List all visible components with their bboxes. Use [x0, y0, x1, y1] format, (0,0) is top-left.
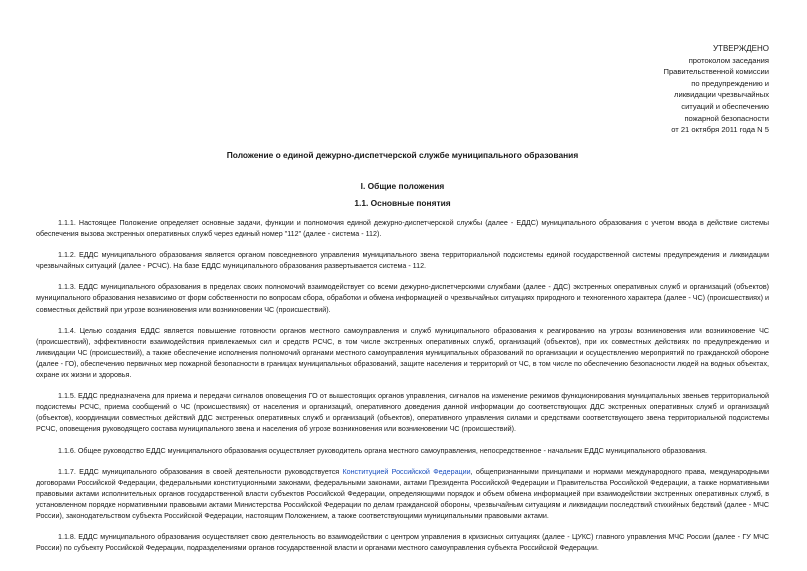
paragraph-1-1-3: 1.1.3. ЕДДС муниципального образования в пределах своих полномочий взаимодействует со всеми дежурно-диспетчерскими службами (далее - ДДС) экстренных оперативных служб и организаций (объектов) муниципального образования независимо от форм собственности по вопросам сбора, обработки и обмена информацией о чрезвычайных ситуациях природного и техногенного характера (далее - ЧС) (происшествиях) и совместных действий при угрозе возникновения или возникновении ЧС (происшествий).: [36, 283, 769, 314]
subsection-title: 1.1. Основные понятия: [354, 198, 451, 208]
paragraph-1-1-8: 1.1.8. ЕДДС муниципального образования осуществляет свою деятельность во взаимодействии с центром управления в кризисных ситуациях (далее - ЦУКС) главного управления МЧС России (далее - ГУ МЧС России) по субъекту Российской Федерации, подразделениями органов государственной власти и органами местного самоуправления субъекта Российской Федерации.: [36, 533, 769, 553]
approval-line: Правительственной комиссии: [663, 67, 769, 77]
paragraph-text: 1.1.7. ЕДДС муниципального образования в своей деятельности руководствуется: [58, 467, 343, 476]
section-title: I. Общие положения: [360, 181, 445, 191]
approval-line: ликвидации чрезвычайных: [674, 90, 769, 100]
approval-line: по предупреждению и: [691, 78, 769, 88]
paragraph-1-1-4: 1.1.4. Целью создания ЕДДС является повышение готовности органов местного самоуправления и служб муниципального образования к реагированию на угрозы возникновения или возникновение ЧС (происшествий), эффективности взаимодействия привлекаемых сил и средств РСЧС, в том числе экстренных оперативных служб, организаций (объектов), при их совместных действиях по предупреждению и ликвидации ЧС (происшествий), а также обеспечение исполнения полномочий органами местного самоуправления муниципальных образований по организации и осуществлению мероприятий по гражданской обороне (далее - ГО), обеспечению первичных мер пожарной безопасности в границах муниципальных образований, защите населения и территорий от ЧС, в том числе по обеспечению безопасности людей на водных объектах, охране их жизни и здоровья.: [36, 326, 769, 380]
document-title: Положение о единой дежурно-диспетчерской службе муниципального образования: [226, 150, 579, 160]
approval-line: ситуаций и обеспечению: [681, 101, 769, 111]
paragraph-1-1-6: 1.1.6. Общее руководство ЕДДС муниципального образования осуществляет руководитель органа местного самоуправления, непосредственное - начальник ЕДДС муниципального образования.: [58, 446, 707, 455]
approval-head: УТВЕРЖДЕНО: [712, 44, 769, 53]
paragraphs: [36, 218, 769, 564]
paragraph-1-1-2: 1.1.2. ЕДДС муниципального образования является органом повседневного управления муниципального звена территориальной подсистемы единой государственной системы предупреждения и ликвидации чрезвычайных ситуаций (далее - РСЧС). На базе ЕДДС муниципального образования развертывается система - 112.: [36, 251, 769, 271]
constitution-link[interactable]: Конституцией Российской Федерации: [342, 467, 471, 476]
paragraph-1-1-1: 1.1.1. Настоящее Положение определяет основные задачи, функции и полномочия единой дежурно-диспетчерской службы (далее - ЕДДС) муниципального образования с учетом ввода в действие системы обеспечения вызова экстренных оперативных служб через единый номер "112" (далее - система - 112).: [36, 219, 769, 239]
approval-line: протоколом заседания: [688, 55, 769, 65]
paragraph-1-1-7: [36, 467, 769, 522]
approval-line: от 21 октября 2011 года N 5: [671, 125, 769, 135]
paragraph-text: , общепризнанными принципами и нормами международного права, международными договорами Российской Федерации, федеральными конституционными законами, федеральными законами, актами Президента Российской Федерации и Правительства Российской Федерации, а также нормативными правовыми актами исполнительных органов государственной власти субъектов Российской Федерации, определяющими порядок и объем обмена информацией при взаимодействии экстренных оперативных служб, в установленном порядке нормативными правовыми актами Министерства Российской Федерации по делам гражданской обороны, чрезвычайным ситуациям и ликвидации последствий стихийных бедствий (далее - МЧС России), законодательством субъекта Российской Федерации, настоящим Положением, а также соответствующими муниципальными правовыми актами.: [36, 467, 769, 520]
approval-block: [589, 43, 769, 136]
approval-line: пожарной безопасности: [684, 113, 769, 123]
paragraph-1-1-5: 1.1.5. ЕДДС предназначена для приема и передачи сигналов оповещения ГО от вышестоящих органов управления, сигналов на изменение режимов функционирования муниципальных звеньев территориальной подсистемы РСЧС, приема сообщений о ЧС (происшествиях) от населения и организаций, оперативного доведения данной информации до соответствующих ДДС экстренных оперативных служб и организаций (объектов), координации совместных действий ДДС экстренных оперативных служб и организаций (объектов), оперативного управления силами и средствами соответствующего звена территориальной подсистемы РСЧС, оповещения руководящего состава муниципального звена и населения об угрозе возникновения или возникновении ЧС (происшествий).: [36, 392, 769, 434]
